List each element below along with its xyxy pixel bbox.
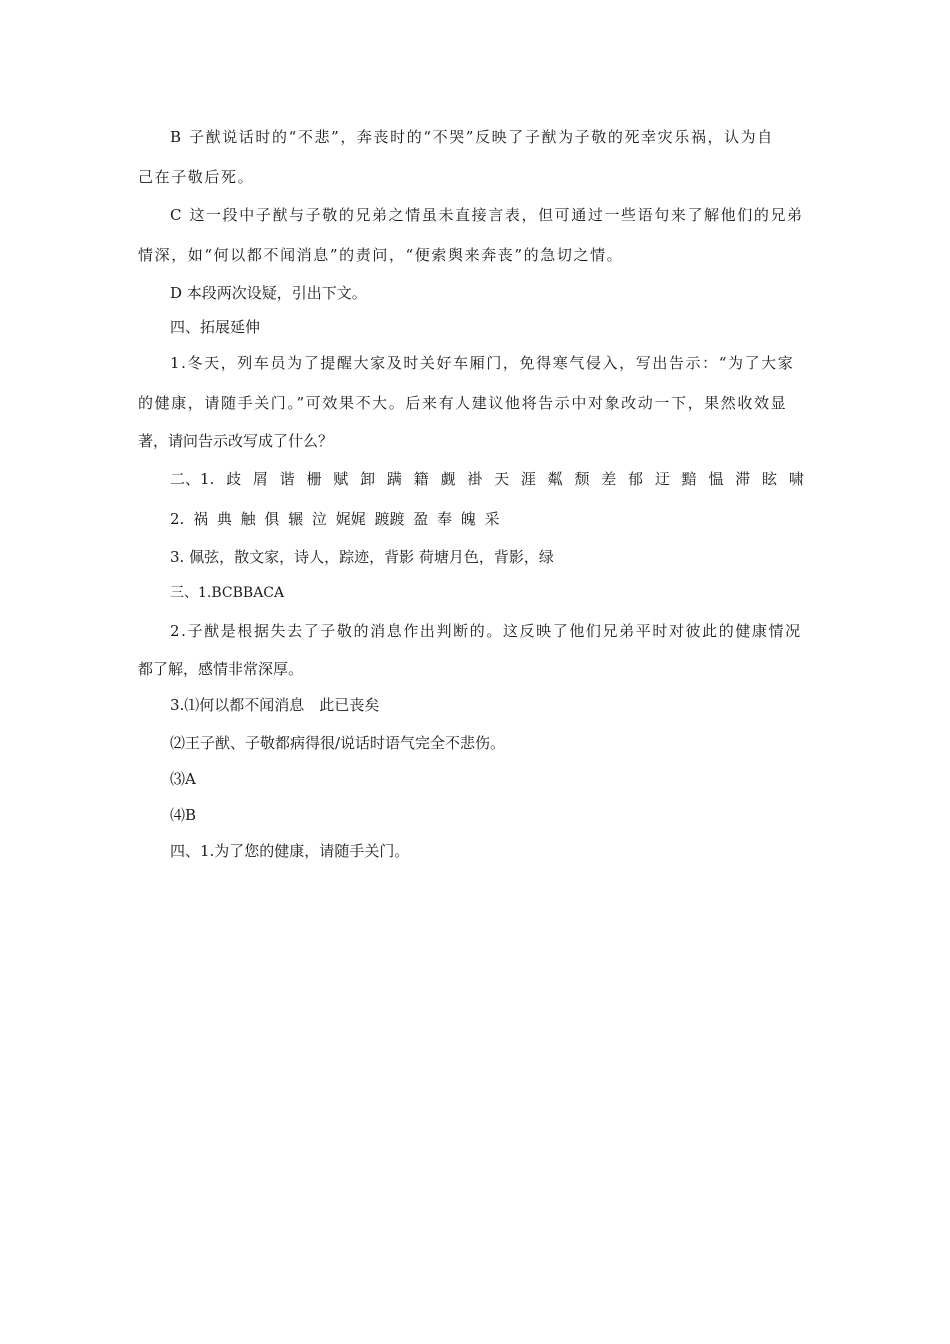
option-c-line-2: 情深，如“何以都不闻消息”的责问，“便索舆来奔丧”的急切之情。 [138,246,624,264]
answer-char: 褂 [467,470,483,488]
answer-char: 迂 [654,470,670,488]
answer-char: 栅 [306,470,322,488]
answer-char: 啸 [788,470,804,488]
answer-3-2-line-1: 2.子猷是根据失去了子敬的消息作出判断的。这反映了他们兄弟平时对彼此的健康情况 [170,622,802,640]
answer-char: 谐 [279,470,295,488]
answer-char: 颓 [574,470,590,488]
answer-2-1 [170,468,818,490]
answer-2-3: 3. 佩弦，散文家，诗人，踪迹，背影 荷塘月色，背影，绿 [170,548,554,566]
answer-char: 天 [494,470,510,488]
answer-char: 籍 [413,470,429,488]
answer-char: 卸 [360,470,376,488]
question-1-line-3: 著，请问告示改写成了什么？ [138,432,334,450]
answer-3-2-line-2: 都了解，感情非常深厚。 [138,660,304,678]
question-1-line-2: 的健康，请随手关门。”可效果不大。后来有人建议他将告示中对象改动一下，果然收效显 [138,394,788,412]
answer-char: 滞 [735,470,751,488]
option-d-line: D 本段两次设疑，引出下文。 [170,284,367,302]
answer-char: 屑 [252,470,268,488]
answer-2-1-prefix: 二、1. [170,470,215,488]
answer-char: 差 [601,470,617,488]
answer-char: 眩 [762,470,778,488]
answer-3-3-4: ⑷B [170,806,197,824]
answer-char: 蹒 [386,470,402,488]
answer-char: 赋 [333,470,349,488]
question-1-line-1: 1.冬天，列车员为了提醒大家及时关好车厢门，免得寒气侵入，写出告示：“为了大家 [170,354,795,372]
answer-char: 粼 [547,470,563,488]
answer-char: 郁 [628,470,644,488]
answer-char: 黯 [681,470,697,488]
answer-char: 愠 [708,470,724,488]
answer-char: 涯 [520,470,536,488]
option-c-line-1: C 这一段中子猷与子敬的兄弟之情虽未直接言表，但可通过一些语句来了解他们的兄弟 [170,206,804,224]
answer-3-3-1: 3.⑴何以都不闻消息 此已丧矣 [170,696,380,714]
section-4-heading: 四、拓展延伸 [170,318,261,336]
answer-char: 歧 [226,470,242,488]
answer-2-2: 2. 祸 典 触 俱 辗 泣 娓娓 踱踱 盈 奉 魄 采 [170,510,500,528]
answer-3-1: 三、1.BCBBACA [170,585,285,601]
option-b-line-2: 己在子敬后死。 [138,168,255,186]
answer-3-3-2: ⑵王子猷、子敬都病得很/说话时语气完全不悲伤。 [170,734,506,752]
answer-char: 觑 [440,470,456,488]
option-b-line-1: B 子猷说话时的“不悲”，奔丧时的“不哭”反映了子猷为子敬的死幸灾乐祸，认为自 [170,128,774,146]
answer-4-1: 四、1.为了您的健康，请随手关门。 [170,842,410,860]
answer-3-3-3: ⑶A [170,770,196,788]
